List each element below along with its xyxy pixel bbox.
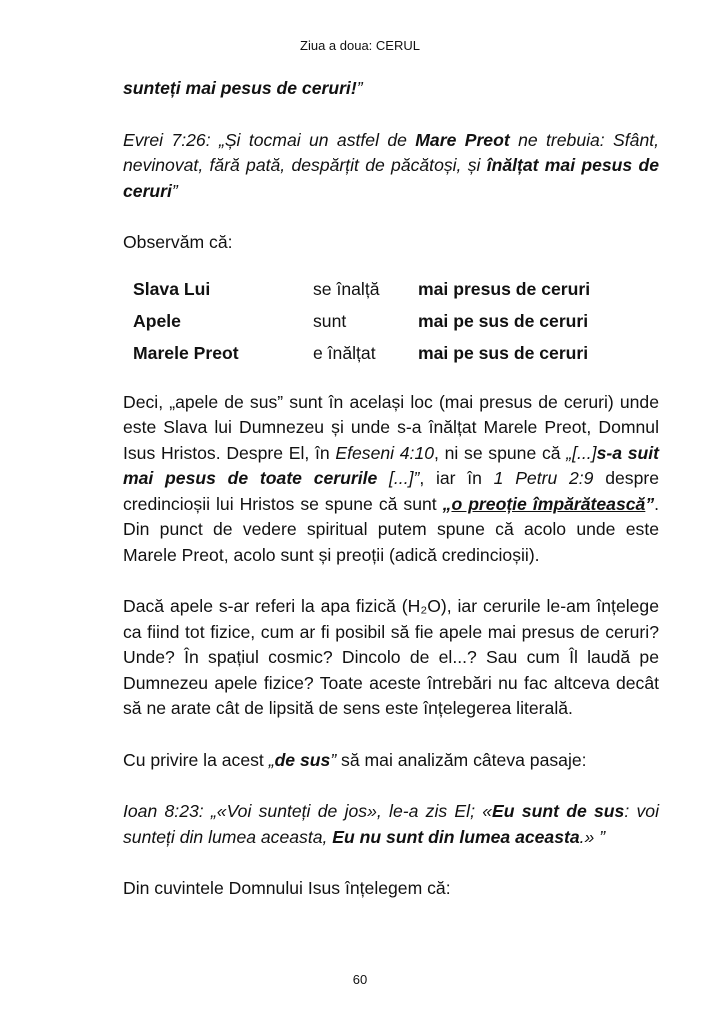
paragraph-evrei: Evrei 7:26: „Și tocmai un astfel de Mare Preot ne trebuia: Sfânt, nevinovat, fără pată, despărțit de păcătoși, și înălțat mai pesus de ceruri” [123,129,660,201]
scripture-ref: Efeseni 4:10 [335,442,435,463]
paragraph-cu-privire: Cu privire la acest „de sus” să mai analizăm câteva pasaje: [123,749,587,770]
table-cell-subject: Apele [133,310,181,331]
table-cell-place: mai presus de ceruri [418,278,591,299]
emphasis-nu-sunt-din-lume: Eu nu sunt din lumea aceasta [332,826,580,847]
quote-emphasis: s-a suit mai pesus de toate cerurile [123,442,659,488]
scripture-ref: 1 Petru 2:9 [493,468,594,488]
table-cell-subject: Marele Preot [133,342,239,363]
table-cell-subject: Slava Lui [133,278,211,299]
paragraph-din-cuvintele: Din cuvintele Domnului Isus înțelegem că: [123,878,451,898]
paragraph-deci: Deci, „apele de sus” sunt în același loc (mai presus de ceruri) unde este Slava lui Dumnezeu și unde s-a înălțat Marele Preot, Domnul Isus Hristos. Despre El, în Efeseni 4:10, ni se spune că „[...]s-a suit mai pesus de toate cerurile [...]”, iar în 1 Petru 2:9 despre credincioșii lui Hristos se spune că sunt „o preoție împărătească”. Din punct de vedere spiritual putem spune că acolo unde este Marele Preot, acolo sunt și preoții (adică credincioșii). [123,391,660,565]
table-row [123,274,659,306]
scripture-ref: Ioan 8:23 [123,801,199,821]
quote-mark: ” [356,78,363,98]
emphasis-inaltat: înălțat mai pesus de ceruri [123,155,659,201]
page-body [123,76,659,902]
paragraph-observam: Observăm că: [123,232,233,252]
scripture-ref: Evrei 7:26 [123,129,206,150]
table-cell-place: mai pe sus de ceruri [418,342,589,363]
table-cell-verb: se înalță [313,278,380,299]
emphasis-eu-sunt-de-sus: Eu sunt de sus [492,801,625,821]
paragraph-daca: Dacă apele s-ar referi la apa fizică (H₂O), iar cerurile le-am înțelege ca fiind tot fizice, cum ar fi posibil să fie apele mai presus de ceruri? Unde? În spațiul cosmic? Dincolo de el...? Sau cum Îl laudă pe Dumnezeu apele fizice? Toate aceste întrebări nu fac altceva decât să ne arate cât de lipsită de sens este înțelegerea literală. [123,596,659,718]
comparison-table [123,274,659,370]
paragraph-ioan: Ioan 8:23: „«Voi sunteți de jos», le-a zis El; «Eu sunt de sus: voi sunteți din lumea aceasta, Eu nu sunt din lumea aceasta.» ” [123,801,659,847]
quote-underlined: o preoție împărătească [451,493,646,514]
table-row [123,306,659,338]
table-cell-verb: e înălțat [313,342,376,363]
page-number: 60 [352,972,368,987]
table-row [123,338,659,370]
emphasis-mare-preot: Mare Preot [415,129,510,150]
quote-text: sunteți mai pesus de ceruri! [123,78,357,98]
emphasis-de-sus: de sus [274,749,331,770]
paragraph-quote-end [123,76,659,102]
table-cell-place: mai pe sus de ceruri [418,310,589,331]
table-cell-verb: sunt [313,310,347,331]
running-header: Ziua a doua: CERUL [300,38,420,53]
